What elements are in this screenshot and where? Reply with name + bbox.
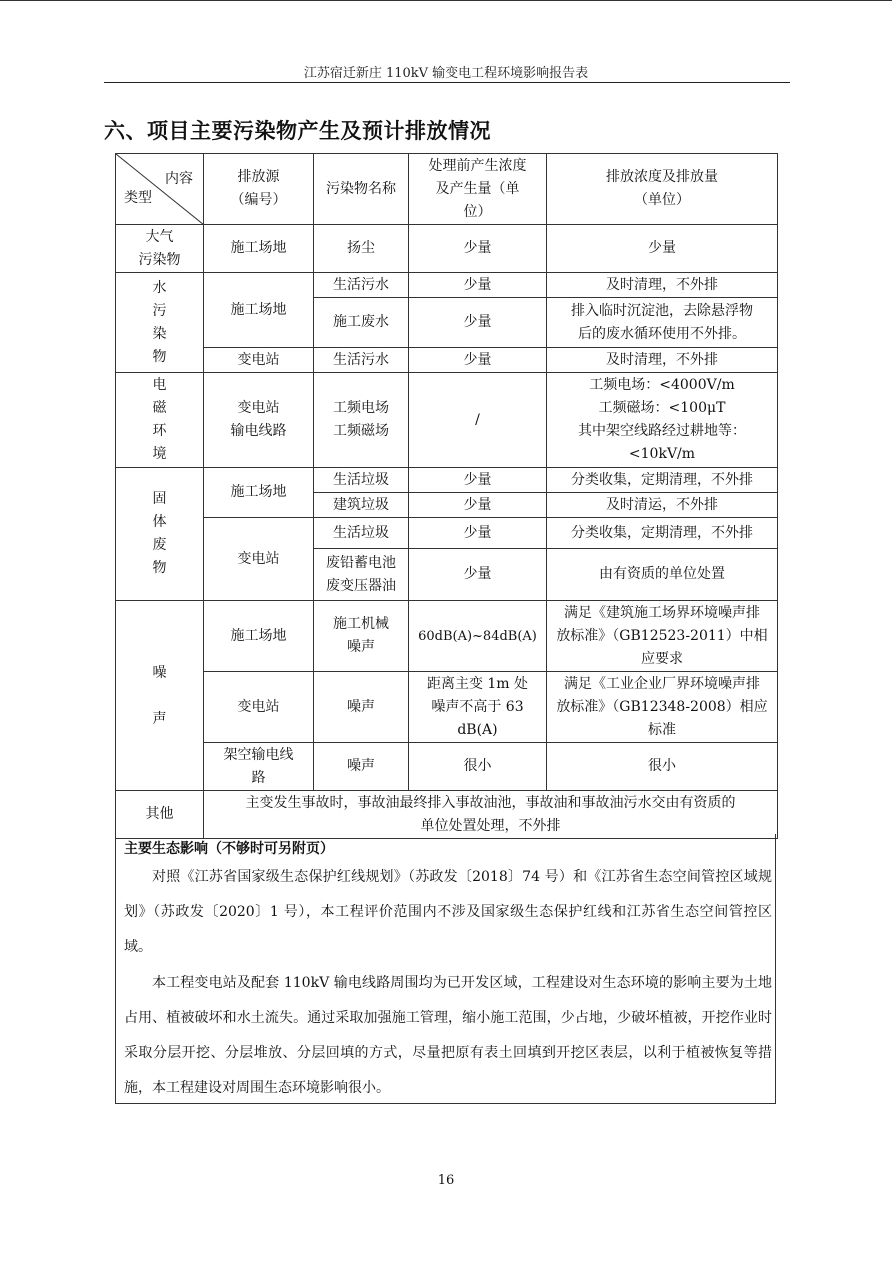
after-cell: 满足《工业企业厂界环境噪声排 放标准》（GB12348-2008）相应 标准 <box>547 672 778 743</box>
pollutant-cell: 废铅蓄电池 废变压器油 <box>314 549 409 601</box>
after-cell: 及时清理，不外排 <box>547 273 778 298</box>
pollutant-cell: 施工机械 噪声 <box>314 601 409 672</box>
source-cell: 施工场地 <box>204 273 314 348</box>
before-cell: 60dB(A)~84dB(A) <box>409 601 547 672</box>
header-rule <box>104 82 790 83</box>
before-cell: / <box>409 373 547 468</box>
before-cell: 距离主变 1m 处 噪声不高于 63 dB(A) <box>409 672 547 743</box>
diag-label-content: 内容 <box>165 171 193 187</box>
table-row <box>116 273 778 298</box>
eco-paragraph-1: 对照《江苏省国家级生态保护红线规划》（苏政发〔2018〕74 号）和《江苏省生态空间管控区域规划》（苏政发〔2020〕1 号），本工程评价范围内不涉及国家级生态保护红线和江苏省生态空间管控区域。 <box>124 869 772 955</box>
type-noise: 噪 声 <box>116 601 204 791</box>
after-cell: 满足《建筑施工场界环境噪声排 放标准》（GB12523-2011）中相 应要求 <box>547 601 778 672</box>
source-cell: 变电站 输电线路 <box>204 373 314 468</box>
diagonal-header-cell <box>116 154 204 225</box>
other-text-cell: 主变发生事故时，事故油最终排入事故油池，事故油和事故油污水交由有资质的 单位处置处理，不外排 <box>204 791 778 839</box>
diag-label-type: 类型 <box>124 190 152 206</box>
table-row <box>116 791 778 839</box>
type-water: 水 污 染 物 <box>116 273 204 373</box>
after-cell: 少量 <box>547 225 778 273</box>
source-cell: 变电站 <box>204 518 314 601</box>
ecological-impact-box <box>115 834 776 1104</box>
header-source: 排放源 （编号） <box>204 154 314 225</box>
table-row <box>116 672 778 743</box>
after-cell: 分类收集，定期清理，不外排 <box>547 518 778 549</box>
before-cell: 少量 <box>409 518 547 549</box>
pollutant-cell: 建筑垃圾 <box>314 493 409 518</box>
table-row <box>116 743 778 791</box>
table-row <box>116 225 778 273</box>
table-row <box>116 601 778 672</box>
table-row <box>116 518 778 549</box>
before-cell: 少量 <box>409 225 547 273</box>
page-number: 16 <box>437 1173 455 1188</box>
pollutant-cell: 噪声 <box>314 743 409 791</box>
pollutant-cell: 生活垃圾 <box>314 518 409 549</box>
after-cell: 由有资质的单位处置 <box>547 549 778 601</box>
page-top-border <box>0 0 892 1</box>
source-cell: 变电站 <box>204 348 314 373</box>
source-cell: 施工场地 <box>204 468 314 518</box>
before-cell: 少量 <box>409 493 547 518</box>
pollutant-cell: 生活垃圾 <box>314 468 409 493</box>
type-em: 电 磁 环 境 <box>116 373 204 468</box>
after-cell: 很小 <box>547 743 778 791</box>
type-solid: 固 体 废 物 <box>116 468 204 601</box>
pollutant-table <box>115 153 778 839</box>
before-cell: 少量 <box>409 468 547 493</box>
before-cell: 很小 <box>409 743 547 791</box>
eco-title: 主要生态影响（不够时可另附页） <box>124 841 334 857</box>
section-title: 六、项目主要污染物产生及预计排放情况 <box>104 119 491 143</box>
table-row <box>116 348 778 373</box>
source-cell: 施工场地 <box>204 601 314 672</box>
after-cell: 分类收集，定期清理，不外排 <box>547 468 778 493</box>
header-before: 处理前产生浓度 及产生量（单 位） <box>409 154 547 225</box>
eco-paragraph-2: 本工程变电站及配套 110kV 输电线路周围均为已开发区域，工程建设对生态环境的影响主要为土地占用、植被破坏和水土流失。通过采取加强施工管理，缩小施工范围，少占地，少破坏植被，开挖作业时采取分层开挖、分层堆放、分层回填的方式，尽量把原有表土回填到开挖区表层，以利于植被恢复等措施，本工程建设对周围生态环境影响很小。 <box>124 975 772 1096</box>
after-cell: 及时清理，不外排 <box>547 348 778 373</box>
before-cell: 少量 <box>409 273 547 298</box>
table-row <box>116 468 778 493</box>
header-after: 排放浓度及排放量 （单位） <box>547 154 778 225</box>
before-cell: 少量 <box>409 298 547 348</box>
header-pollutant: 污染物名称 <box>314 154 409 225</box>
table-row <box>116 373 778 468</box>
before-cell: 少量 <box>409 348 547 373</box>
pollutant-cell: 生活污水 <box>314 273 409 298</box>
source-cell: 变电站 <box>204 672 314 743</box>
source-cell: 架空输电线 路 <box>204 743 314 791</box>
running-header: 江苏宿迁新庄 110kV 输变电工程环境影响报告表 <box>303 66 589 81</box>
after-cell: 工频电场：<4000V/m 工频磁场：<100μT 其中架空线路经过耕地等： <10kV/m <box>547 373 778 468</box>
pollutant-cell: 扬尘 <box>314 225 409 273</box>
type-air: 大气 污染物 <box>116 225 204 273</box>
after-cell: 及时清运，不外排 <box>547 493 778 518</box>
pollutant-cell: 施工废水 <box>314 298 409 348</box>
type-other: 其他 <box>116 791 204 839</box>
after-cell: 排入临时沉淀池，去除悬浮物 后的废水循环使用不外排。 <box>547 298 778 348</box>
source-cell: 施工场地 <box>204 225 314 273</box>
pollutant-cell: 生活污水 <box>314 348 409 373</box>
table-header-row <box>116 154 778 225</box>
pollutant-cell: 噪声 <box>314 672 409 743</box>
pollutant-cell: 工频电场 工频磁场 <box>314 373 409 468</box>
before-cell: 少量 <box>409 549 547 601</box>
